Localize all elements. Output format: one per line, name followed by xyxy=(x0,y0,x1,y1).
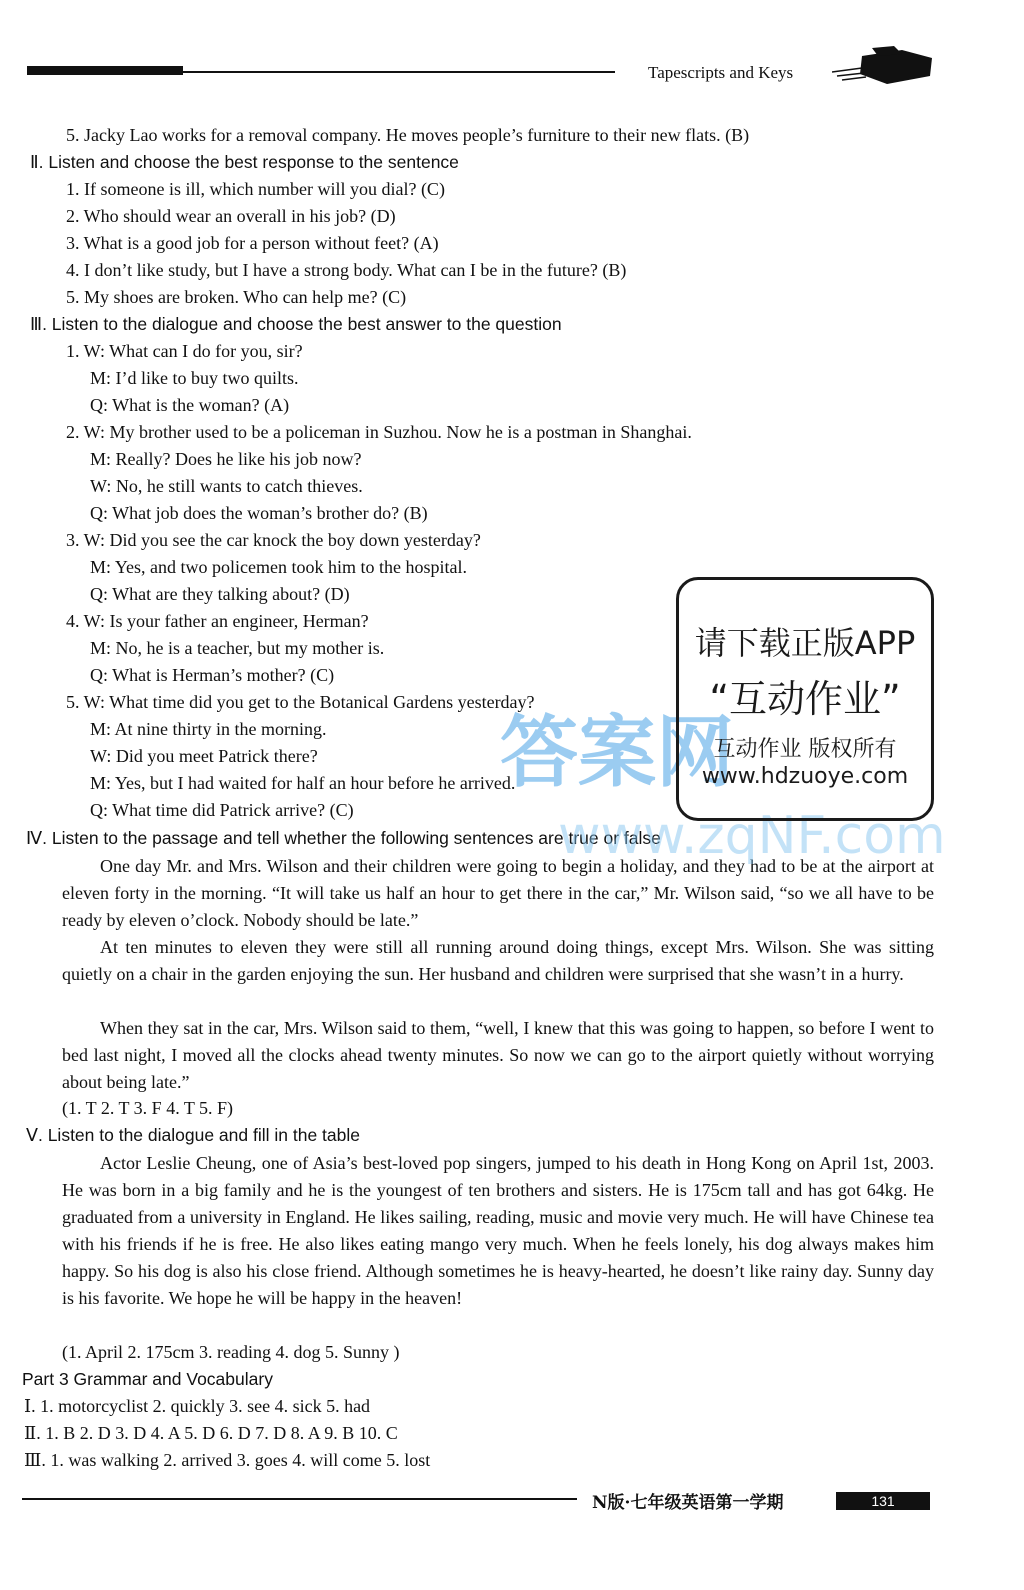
passage-paragraph: One day Mr. and Mrs. Wilson and their children were going to begin a holiday, and they had to be at the airport at eleven forty in the morning. “It will take us half an hour to get there in the car,” Mr. Wilson said, “so we all have to be ready by eleven o’clock. Nobody should be late.” xyxy=(62,856,934,930)
watermark-logo-text: 答案网 xyxy=(500,708,735,798)
passage-paragraph: At ten minutes to eleven they were still all running around doing things, except Mrs. Wilson. She was sitting quietly on a chair in the garden enjoying the sun. Her husband and children were surprised that she wasn’t in a hurry. xyxy=(62,937,934,984)
header-rule-thick xyxy=(27,66,183,75)
section-heading: Ⅴ. Listen to the dialogue and fill in the table xyxy=(26,1125,361,1145)
books-icon xyxy=(832,46,937,88)
dialogue-line: W: No, he still wants to catch thieves. xyxy=(90,476,363,496)
item-text: 4. I don’t like study, but I have a strong body. What can I be in the future? (B) xyxy=(66,260,627,280)
header-title: Tapescripts and Keys xyxy=(648,63,794,82)
part-heading: Part 3 Grammar and Vocabulary xyxy=(22,1369,273,1389)
dialogue-line: W: Did you meet Patrick there? xyxy=(90,746,318,766)
stamp-line: 互动作业 版权所有 xyxy=(713,737,897,762)
footer-rule xyxy=(22,1498,577,1500)
watermark-url: www.zqNF.com xyxy=(558,806,946,866)
dialogue-line: Q: What is the woman? (A) xyxy=(90,395,290,415)
page-number: 131 xyxy=(836,1492,930,1510)
answer-key: Ⅲ. 1. was walking 2. arrived 3. goes 4. will come 5. lost xyxy=(24,1450,431,1470)
dialogue-line: 5. W: What time did you get to the Botanical Gardens yesterday? xyxy=(66,692,535,712)
dialogue-line: M: Yes, but I had waited for half an hour before he arrived. xyxy=(90,773,516,793)
passage-paragraph: When they sat in the car, Mrs. Wilson said to them, “well, I knew that this was going to happen, so before I went to bed last night, I moved all the clocks ahead twenty minutes. So now we can go to the airport quietly without worrying about being late.” xyxy=(62,1018,934,1092)
item-text: 5. Jacky Lao works for a removal company. He moves people’s furniture to their new flats. (B) xyxy=(66,125,750,145)
item-text: 2. Who should wear an overall in his job? (D) xyxy=(66,206,396,226)
stamp-line: “互动作业” xyxy=(709,677,901,721)
dialogue-line: M: I’d like to buy two quilts. xyxy=(90,368,299,388)
footer-title: N版·七年级英语第一学期 xyxy=(592,1493,784,1513)
stamp-line: www.hdzuoye.com xyxy=(701,764,909,789)
stamp-line: 请下载正版APP xyxy=(694,624,916,662)
dialogue-line: M: Really? Does he like his job now? xyxy=(90,449,362,469)
dialogue-line: Q: What job does the woman’s brother do? (B) xyxy=(90,503,428,523)
dialogue-line: 4. W: Is your father an engineer, Herman? xyxy=(66,611,369,631)
item-text: 5. My shoes are broken. Who can help me? (C) xyxy=(66,287,407,307)
dialogue-line: M: No, he is a teacher, but my mother is. xyxy=(90,638,385,658)
item-text: 3. What is a good job for a person without feet? (A) xyxy=(66,233,439,253)
dialogue-line: 3. W: Did you see the car knock the boy down yesterday? xyxy=(66,530,481,550)
dialogue-line: Q: What is Herman’s mother? (C) xyxy=(90,665,335,685)
dialogue-line: M: Yes, and two policemen took him to the hospital. xyxy=(90,557,467,577)
answer-key: (1. T 2. T 3. F 4. T 5. F) xyxy=(62,1098,234,1118)
watermark-stamp xyxy=(676,577,934,821)
dialogue-line: 1. W: What can I do for you, sir? xyxy=(66,341,303,361)
answer-key: Ⅱ. 1. B 2. D 3. D 4. A 5. D 6. D 7. D 8. A 9. B 10. C xyxy=(24,1423,398,1443)
dialogue-line: Q: What time did Patrick arrive? (C) xyxy=(90,800,354,820)
item-text: 1. If someone is ill, which number will you dial? (C) xyxy=(66,179,445,199)
dialogue-line: M: At nine thirty in the morning. xyxy=(90,719,327,739)
header-rule-thin xyxy=(183,71,615,73)
passage-paragraph: Actor Leslie Cheung, one of Asia’s best-loved pop singers, jumped to his death in Hong Kong on April 1st, 2003. He was born in a big family and he is the youngest of ten brothers and sisters. He is 175cm tall and has got 64kg. He graduated from a university in England. He likes sailing, reading, music and movie very much. He will have Chinese tea with his friends if he is free. He also likes eating mango very much. When he feels lonely, his dog always makes him happy. So his dog is also his close friend. Although sometimes he is heavy-hearted, he doesn’t like rainy day. Sunny day is his favorite. We hope he will be happy in the heaven! xyxy=(62,1153,934,1308)
dialogue-line: Q: What are they talking about? (D) xyxy=(90,584,350,604)
section-heading: Ⅱ. Listen and choose the best response to the sentence xyxy=(30,152,459,172)
dialogue-line: 2. W: My brother used to be a policeman in Suzhou. Now he is a postman in Shanghai. xyxy=(66,422,692,442)
answer-key: (1. April 2. 175cm 3. reading 4. dog 5. Sunny ) xyxy=(62,1342,400,1362)
section-heading: Ⅲ. Listen to the dialogue and choose the best answer to the question xyxy=(30,314,562,334)
answer-key: Ⅰ. 1. motorcyclist 2. quickly 3. see 4. sick 5. had xyxy=(24,1396,371,1416)
section-heading: Ⅳ. Listen to the passage and tell whether the following sentences are true or false xyxy=(26,828,661,848)
